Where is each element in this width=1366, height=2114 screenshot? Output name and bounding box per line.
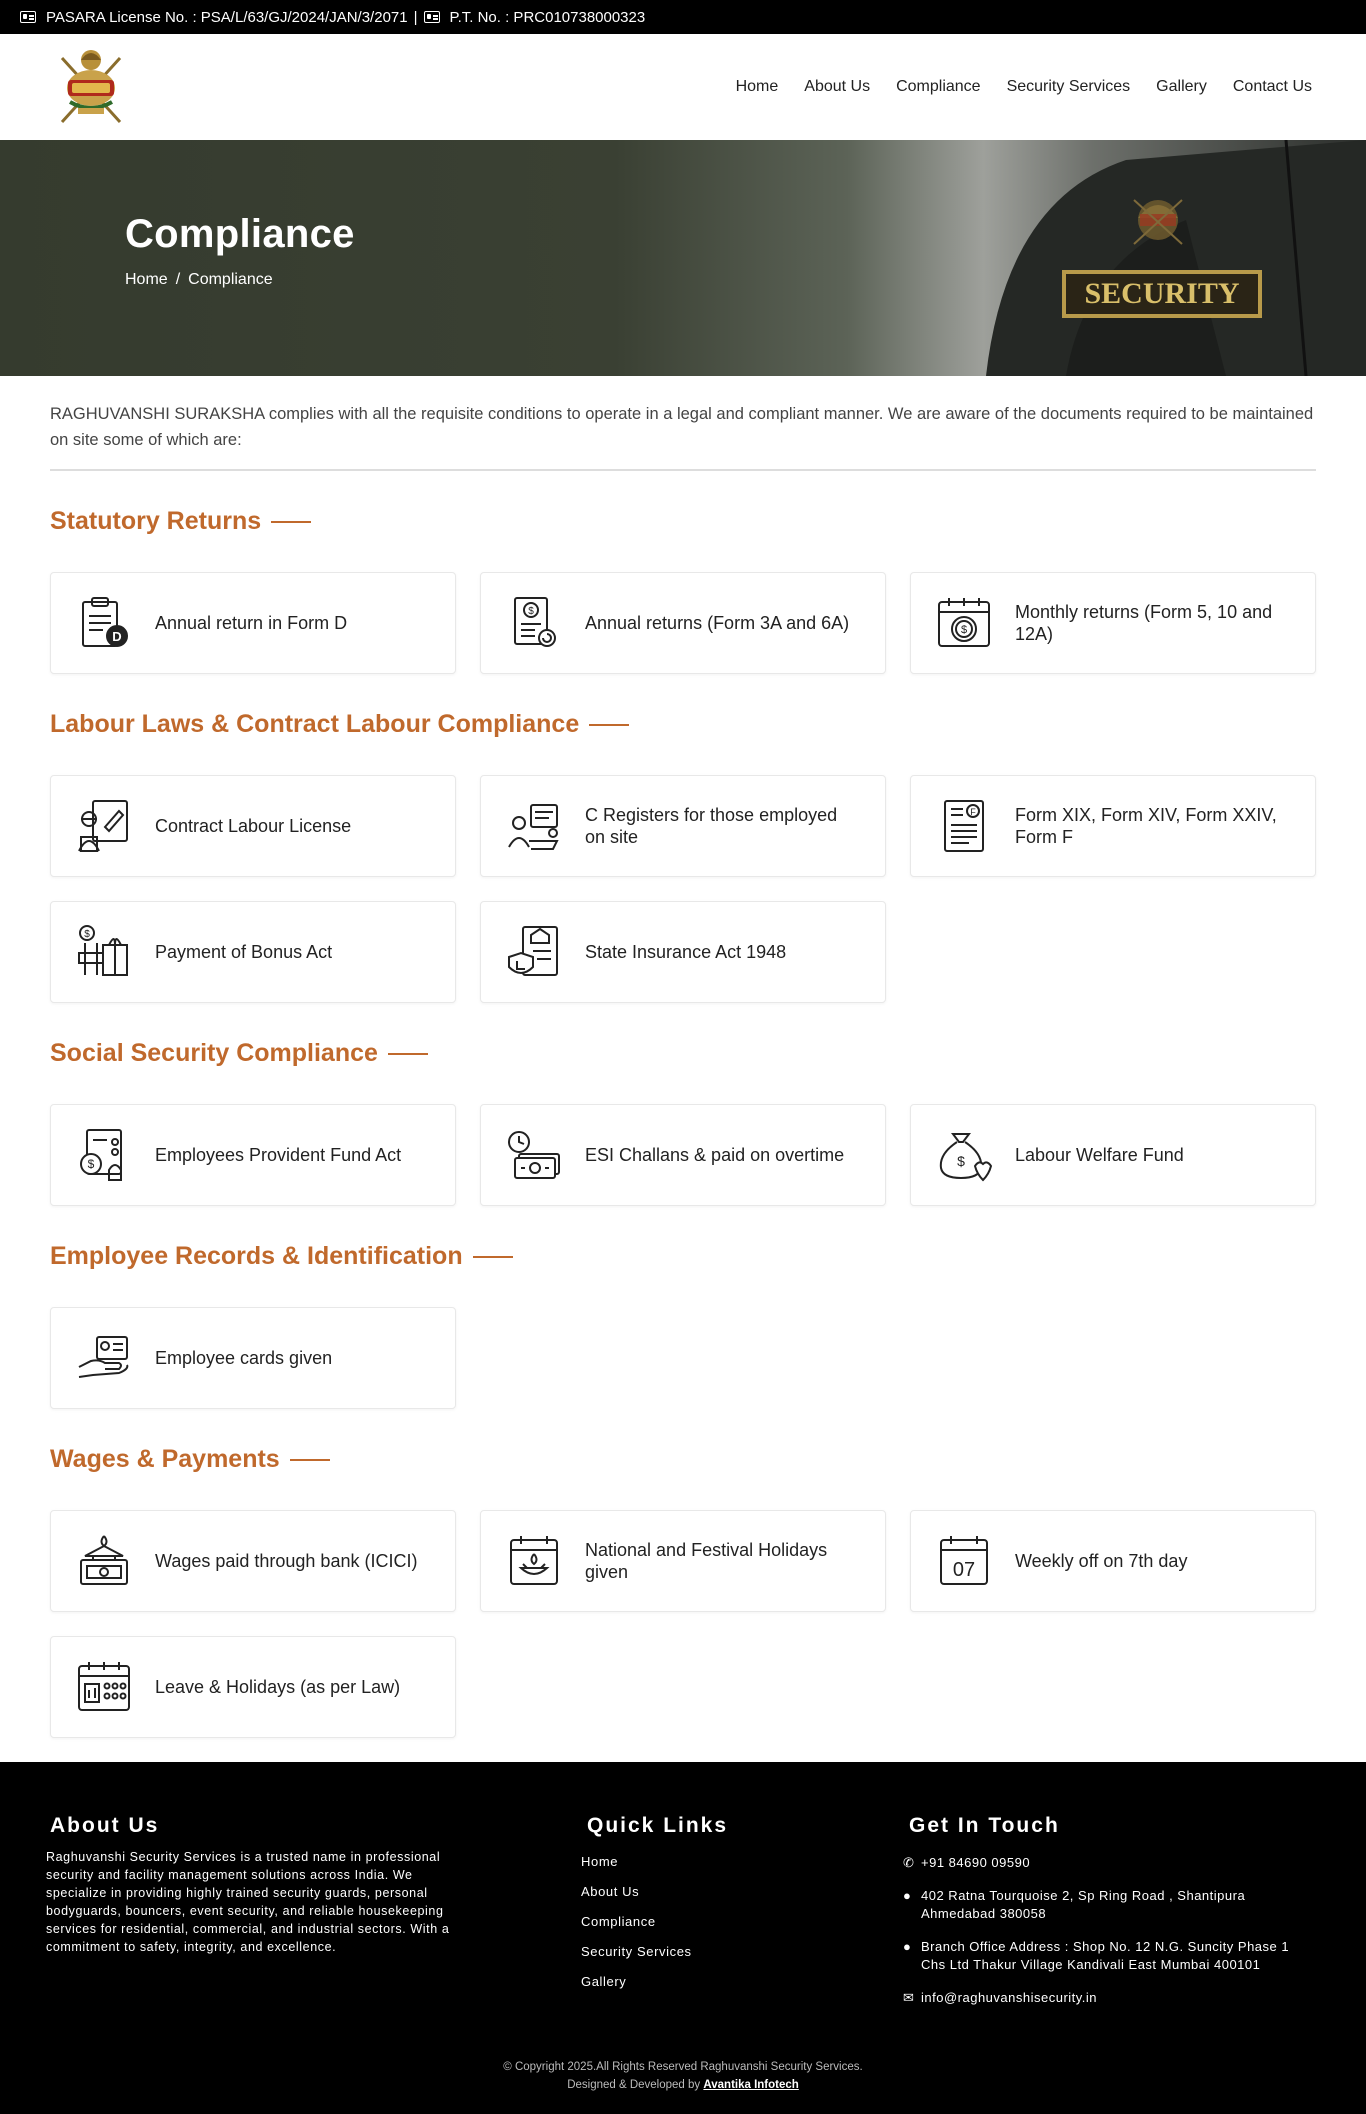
footer-phone[interactable]: +91 84690 09590 [921,1855,1031,1870]
svg-text:$: $ [84,929,90,940]
footer-contact-title: Get In Touch [909,1814,1060,1837]
card-label: National and Festival Holidays given [585,1540,828,1582]
svg-text:$: $ [960,624,968,636]
card-label: ESI Challans & paid on overtime [585,1145,845,1165]
developer-link[interactable]: Avantika Infotech [703,2079,799,2091]
card-label: Annual returns (Form 3A and 6A) [585,613,850,633]
breadcrumb-home[interactable]: Home [125,271,168,288]
card-label: Contract Labour License [155,816,352,836]
patch-text: SECURITY [1084,277,1240,310]
breadcrumb-current: Compliance [188,271,273,288]
compliance-card [50,1636,456,1738]
footer-link-about-us[interactable]: About Us [581,1884,640,1899]
document-money-icon [505,594,563,652]
nav-about-us[interactable]: About Us [804,78,871,95]
bonus-gift-icon [75,923,133,981]
intro-text: RAGHUVANSHI SURAKSHA complies with all the requisite conditions to operate in a legal and compliant manner. We are aware of the documents required to be maintained on site some of which are: [50,376,1316,471]
compliance-card [50,901,456,1003]
worker-contract-icon [75,797,133,855]
compliance-card [910,1510,1316,1612]
svg-text:$: $ [957,1153,965,1169]
footer-email[interactable]: info@raghuvanshisecurity.in [921,1990,1098,2005]
nav-gallery[interactable]: Gallery [1156,78,1207,95]
compliance-card [480,1104,886,1206]
compliance-card [50,1104,456,1206]
footer-branch-row [903,1938,1313,1974]
section-title-statutory-returns: Statutory Returns [50,507,1316,536]
nav-security-services[interactable]: Security Services [1006,78,1131,95]
card-label: Monthly returns (Form 5, 10 and 12A) [1015,602,1273,644]
compliance-card [480,1510,886,1612]
wages-payments-grid [50,1510,1316,1738]
id-card-icon [424,11,440,23]
card-label: Form XIX, Form XIV, Form XXIV, Form F [1015,805,1277,847]
compliance-card [50,572,456,674]
insurance-shield-icon [505,923,563,981]
compliance-card [50,1307,456,1409]
compliance-card [910,775,1316,877]
compliance-card [910,572,1316,674]
statutory-returns-grid [50,572,1316,674]
svg-text:07: 07 [952,1559,976,1581]
section-title-employee-records: Employee Records & Identification [50,1242,1316,1271]
footer-link-gallery[interactable]: Gallery [581,1974,627,1989]
topbar-separator: | [413,8,418,26]
labour-laws-grid [50,775,1316,1003]
clock-cash-icon [505,1126,563,1184]
compliance-card [910,1104,1316,1206]
main-content [0,376,1366,1762]
employee-records-grid [50,1307,1316,1409]
pasara-license: PASARA License No. : PSA/L/63/GJ/2024/JAN/3/2071 [46,8,408,26]
bank-wages-icon [75,1532,133,1590]
designed-by-text: Designed & Developed by [567,2079,701,2091]
copyright [0,2058,1366,2094]
employee-register-icon [505,797,563,855]
logo-icon[interactable] [50,44,132,130]
section-title-social-security: Social Security Compliance [50,1039,1316,1068]
card-label: Weekly off on 7th day [1015,1551,1188,1571]
main-nav [736,78,1312,96]
compliance-card [480,775,886,877]
security-uniform-image [926,140,1366,376]
footer-contact [903,1814,1313,2022]
footer-links-title: Quick Links [587,1814,729,1837]
footer-link-security-services[interactable]: Security Services [581,1944,692,1959]
card-label: Leave & Holidays (as per Law) [155,1677,401,1697]
section-title-wages-payments: Wages & Payments [50,1445,1316,1474]
provident-fund-icon [75,1126,133,1184]
svg-text:D: D [112,629,122,644]
map-pin-icon: ● [903,1888,912,1903]
social-security-grid [50,1104,1316,1206]
compliance-card [480,901,886,1003]
money-bag-heart-icon [935,1126,993,1184]
clipboard-form-d-icon [75,594,133,652]
site-header [0,34,1366,140]
calendar-coin-icon [935,594,993,652]
card-label: State Insurance Act 1948 [585,942,787,962]
footer-branch: Branch Office Address : Shop No. 12 N.G. Suncity Phase 1 Chs Ltd Thakur Village Kandivali East Mumbai 400101 [921,1939,1290,1972]
footer-email-row [903,1989,1313,2007]
breadcrumb [125,271,355,289]
compliance-card [50,775,456,877]
site-footer [0,1762,1366,2114]
card-label: Employees Provident Fund Act [155,1145,402,1165]
card-label: Employee cards given [155,1348,333,1368]
footer-about [46,1814,466,1956]
card-label: Wages paid through bank (ICICI) [155,1551,418,1571]
compliance-card [480,572,886,674]
map-pin-icon: ● [903,1939,912,1954]
breadcrumb-separator: / [175,271,181,288]
svg-text:F: F [970,807,976,817]
footer-address-row [903,1887,1313,1923]
phone-icon: ✆ [903,1855,915,1870]
footer-phone-row [903,1854,1313,1872]
page-banner [0,140,1366,376]
svg-text:$: $ [87,1157,95,1171]
card-label: Annual return in Form D [155,613,348,633]
footer-address: 402 Ratna Tourquoise 2, Sp Ring Road , Shantipura Ahmedabad 380058 [921,1888,1246,1921]
nav-compliance[interactable]: Compliance [896,78,981,95]
top-info-bar [0,0,1366,34]
nav-contact-us[interactable]: Contact Us [1232,78,1312,95]
footer-about-text: Raghuvanshi Security Services is a trusted name in professional security and facility management solutions across India. We specialize in providing highly trained security guards, personal bodyguards, bouncers, event security, and reliable housekeeping services for residential, commercial, and industrial sectors. With a commitment to safety, integrity, and excellence. [46,1850,450,1954]
id-card-icon [20,11,36,23]
footer-link-home[interactable]: Home [581,1854,619,1869]
card-label: Labour Welfare Fund [1015,1145,1184,1165]
hand-id-card-icon [75,1329,133,1387]
compliance-card [50,1510,456,1612]
form-document-icon [935,797,993,855]
footer-link-compliance[interactable]: Compliance [581,1914,656,1929]
nav-home[interactable]: Home [735,78,779,95]
festival-calendar-icon [505,1532,563,1590]
card-label: C Registers for those employed on site [585,805,838,847]
card-label: Payment of Bonus Act [155,942,333,962]
leave-calendar-icon [75,1658,133,1716]
svg-text:$: $ [528,606,534,617]
footer-quick-links [581,1814,821,2004]
copyright-text: © Copyright 2025.All Rights Reserved Raghuvanshi Security Services. [503,2061,863,2073]
calendar-07-icon [935,1532,993,1590]
page-title: Compliance [125,212,355,256]
footer-about-title: About Us [50,1814,160,1837]
envelope-icon: ✉ [903,1990,915,2005]
pt-number: P.T. No. : PRC010738000323 [449,8,646,26]
section-title-labour-laws: Labour Laws & Contract Labour Compliance [50,710,1316,739]
